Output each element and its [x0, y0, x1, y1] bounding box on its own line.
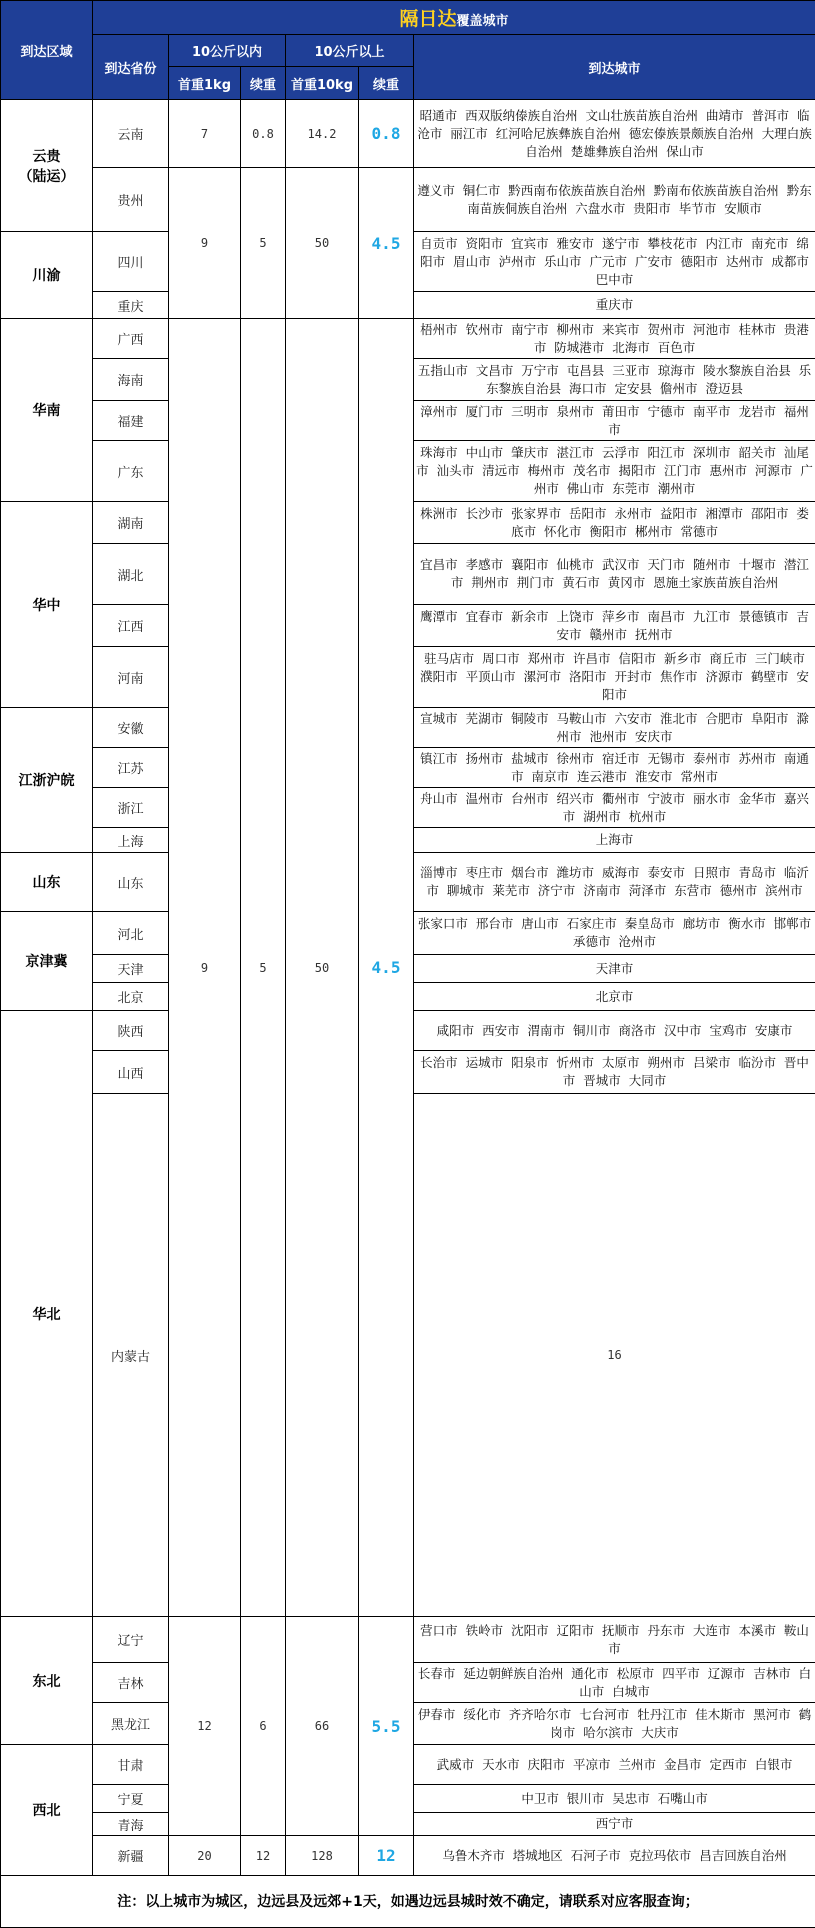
region-jiangzhehuwan: 江浙沪皖 [1, 708, 93, 853]
price-cont-1: 12 [241, 1836, 286, 1876]
province-cell: 北京 [93, 983, 169, 1011]
price-cont-1: 0.8 [241, 100, 286, 168]
cities-cell: 五指山市 文昌市 万宁市 屯昌县 三亚市 琼海市 陵水黎族自治县 乐东黎族自治县 海口市 定安县 儋州市 澄迈县 [414, 359, 815, 401]
province-cell: 山东 [93, 853, 169, 912]
price-first-10kg: 66 [286, 1617, 359, 1836]
price-cont-1: 5 [241, 319, 286, 1617]
cities-cell: 北京市 [414, 983, 815, 1011]
cities-cell: 镇江市 扬州市 盐城市 徐州市 宿迁市 无锡市 泰州市 苏州市 南通市 南京市 连云港市 淮安市 常州市 [414, 748, 815, 788]
price-cont-2: 4.5 [359, 168, 414, 319]
province-cell: 湖北 [93, 544, 169, 605]
province-cell: 云南 [93, 100, 169, 168]
region-huabei: 华北 [1, 1011, 93, 1617]
cities-cell: 株洲市 长沙市 张家界市 岳阳市 永州市 益阳市 湘潭市 邵阳市 娄底市 怀化市 衡阳市 郴州市 常德市 [414, 502, 815, 544]
header-over-10kg: 10公斤以上 [286, 35, 414, 67]
province-cell: 四川 [93, 232, 169, 292]
province-cell: 广西 [93, 319, 169, 359]
price-first-10kg: 50 [286, 168, 359, 319]
region-yungui: 云贵 （陆运） [1, 100, 93, 232]
cities-cell: 长治市 运城市 阳泉市 忻州市 太原市 朔州市 吕梁市 临汾市 晋中市 晋城市 大同市 [414, 1051, 815, 1094]
province-cell: 河南 [93, 647, 169, 708]
price-first-1kg: 7 [169, 100, 241, 168]
header-cities: 到达城市 [414, 35, 815, 100]
province-cell: 重庆 [93, 292, 169, 319]
price-first-1kg: 20 [169, 1836, 241, 1876]
province-cell: 天津 [93, 955, 169, 983]
province-cell: 安徽 [93, 708, 169, 748]
province-cell: 辽宁 [93, 1617, 169, 1663]
header-cont-2: 续重 [359, 67, 414, 100]
province-cell: 江西 [93, 605, 169, 647]
cities-cell: 宣城市 芜湖市 铜陵市 马鞍山市 六安市 淮北市 合肥市 阜阳市 滁州市 池州市 安庆市 [414, 708, 815, 748]
price-cont-2: 12 [359, 1836, 414, 1876]
province-cell: 黑龙江 [93, 1703, 169, 1745]
province-cell: 贵州 [93, 168, 169, 232]
province-cell: 湖南 [93, 502, 169, 544]
cities-cell: 宜昌市 孝感市 襄阳市 仙桃市 武汉市 天门市 随州市 十堰市 潜江市 荆州市 荆门市 黄石市 黄冈市 恩施土家族苗族自治州 [414, 544, 815, 605]
cities-cell: 天津市 [414, 955, 815, 983]
price-cont-2: 0.8 [359, 100, 414, 168]
cities-cell: 西宁市 [414, 1813, 815, 1836]
header-first-10kg: 首重10kg [286, 67, 359, 100]
region-jingjinji: 京津冀 [1, 912, 93, 1011]
price-first-1kg: 16 [414, 1094, 815, 1617]
region-dongbei: 东北 [1, 1617, 93, 1745]
price-cont-1: 5 [241, 168, 286, 319]
province-cell: 陕西 [93, 1011, 169, 1051]
price-first-10kg: 128 [286, 1836, 359, 1876]
title-sub: 覆盖城市 [457, 14, 509, 29]
header-province: 到达省份 [93, 35, 169, 100]
header-under-10kg: 10公斤以内 [169, 35, 286, 67]
province-cell: 宁夏 [93, 1785, 169, 1813]
cities-cell: 漳州市 厦门市 三明市 泉州市 莆田市 宁德市 南平市 龙岩市 福州市 [414, 401, 815, 441]
cities-cell: 鹰潭市 宜春市 新余市 上饶市 萍乡市 南昌市 九江市 景德镇市 吉安市 赣州市 抚州市 [414, 605, 815, 647]
cities-cell: 咸阳市 西安市 渭南市 铜川市 商洛市 汉中市 宝鸡市 安康市 [414, 1011, 815, 1051]
province-cell: 山西 [93, 1051, 169, 1094]
province-cell: 江苏 [93, 748, 169, 788]
cities-cell: 遵义市 铜仁市 黔西南布依族苗族自治州 黔南布依族苗族自治州 黔东南苗族侗族自治州 六盘水市 贵阳市 毕节市 安顺市 [414, 168, 815, 232]
region-xibei: 西北 [1, 1745, 93, 1876]
price-cont-2: 4.5 [359, 319, 414, 1617]
province-cell: 青海 [93, 1813, 169, 1836]
price-cont-1: 6 [241, 1617, 286, 1836]
header-region: 到达区域 [1, 1, 93, 100]
table-title [93, 1, 815, 35]
cities-cell: 珠海市 中山市 肇庆市 湛江市 云浮市 阳江市 深圳市 韶关市 汕尾市 汕头市 清远市 梅州市 茂名市 揭阳市 江门市 惠州市 河源市 广州市 佛山市 东莞市 潮州市 [414, 441, 815, 502]
price-first-1kg: 12 [169, 1617, 241, 1836]
cities-cell: 重庆市 [414, 292, 815, 319]
title-main: 隔日达 [400, 8, 457, 30]
province-cell: 河北 [93, 912, 169, 955]
cities-cell: 舟山市 温州市 台州市 绍兴市 衢州市 宁波市 丽水市 金华市 嘉兴市 湖州市 杭州市 [414, 788, 815, 828]
price-first-10kg: 50 [286, 319, 359, 1617]
cities-cell: 上海市 [414, 828, 815, 853]
footer-note: 注：以上城市为城区，边远县及远郊+1天，如遇边远县城时效不确定，请联系对应客服查询； [1, 1876, 815, 1928]
province-cell: 浙江 [93, 788, 169, 828]
cities-cell: 梧州市 钦州市 南宁市 柳州市 来宾市 贺州市 河池市 桂林市 贵港市 防城港市 北海市 百色市 [414, 319, 815, 359]
header-first-1kg: 首重1kg [169, 67, 241, 100]
cities-cell: 张家口市 邢台市 唐山市 石家庄市 秦皇岛市 廊坊市 衡水市 邯郸市 承德市 沧州市 [414, 912, 815, 955]
province-cell: 广东 [93, 441, 169, 502]
cities-cell: 驻马店市 周口市 郑州市 许昌市 信阳市 新乡市 商丘市 三门峡市 濮阳市 平顶山市 漯河市 洛阳市 开封市 焦作市 济源市 鹤壁市 安阳市 [414, 647, 815, 708]
price-first-1kg: 9 [169, 319, 241, 1617]
region-huanan: 华南 [1, 319, 93, 502]
header-cont-1: 续重 [241, 67, 286, 100]
cities-cell: 自贡市 资阳市 宜宾市 雅安市 遂宁市 攀枝花市 内江市 南充市 绵阳市 眉山市 泸州市 乐山市 广元市 广安市 德阳市 达州市 成都市 巴中市 [414, 232, 815, 292]
cities-cell: 营口市 铁岭市 沈阳市 辽阳市 抚顺市 丹东市 大连市 本溪市 鞍山市 [414, 1617, 815, 1663]
province-cell: 甘肃 [93, 1745, 169, 1785]
region-shandong: 山东 [1, 853, 93, 912]
cities-cell: 乌鲁木齐市 塔城地区 石河子市 克拉玛依市 昌吉回族自治州 [414, 1836, 815, 1876]
cities-cell: 长春市 延边朝鲜族自治州 通化市 松原市 四平市 辽源市 吉林市 白山市 白城市 [414, 1663, 815, 1703]
cities-cell: 中卫市 银川市 吴忠市 石嘴山市 [414, 1785, 815, 1813]
province-cell: 新疆 [93, 1836, 169, 1876]
cities-cell: 昭通市 西双版纳傣族自治州 文山壮族苗族自治州 曲靖市 普洱市 临沧市 丽江市 红河哈尼族彝族自治州 德宏傣族景颇族自治州 大理白族自治州 楚雄彝族自治州 保山市 [414, 100, 815, 168]
province-cell: 吉林 [93, 1663, 169, 1703]
price-first-10kg: 14.2 [286, 100, 359, 168]
region-huazhong: 华中 [1, 502, 93, 708]
province-cell: 内蒙古 [93, 1094, 169, 1617]
province-cell: 上海 [93, 828, 169, 853]
province-cell: 福建 [93, 401, 169, 441]
cities-cell: 淄博市 枣庄市 烟台市 潍坊市 威海市 泰安市 日照市 青岛市 临沂市 聊城市 莱芜市 济宁市 济南市 菏泽市 东营市 德州市 滨州市 [414, 853, 815, 912]
price-first-1kg: 9 [169, 168, 241, 319]
cities-cell: 伊春市 绥化市 齐齐哈尔市 七台河市 牡丹江市 佳木斯市 黑河市 鹤岗市 哈尔滨市 大庆市 [414, 1703, 815, 1745]
cities-cell: 武威市 天水市 庆阳市 平凉市 兰州市 金昌市 定西市 白银市 [414, 1745, 815, 1785]
region-chuanyu: 川渝 [1, 232, 93, 319]
province-cell: 海南 [93, 359, 169, 401]
price-cont-2: 5.5 [359, 1617, 414, 1836]
